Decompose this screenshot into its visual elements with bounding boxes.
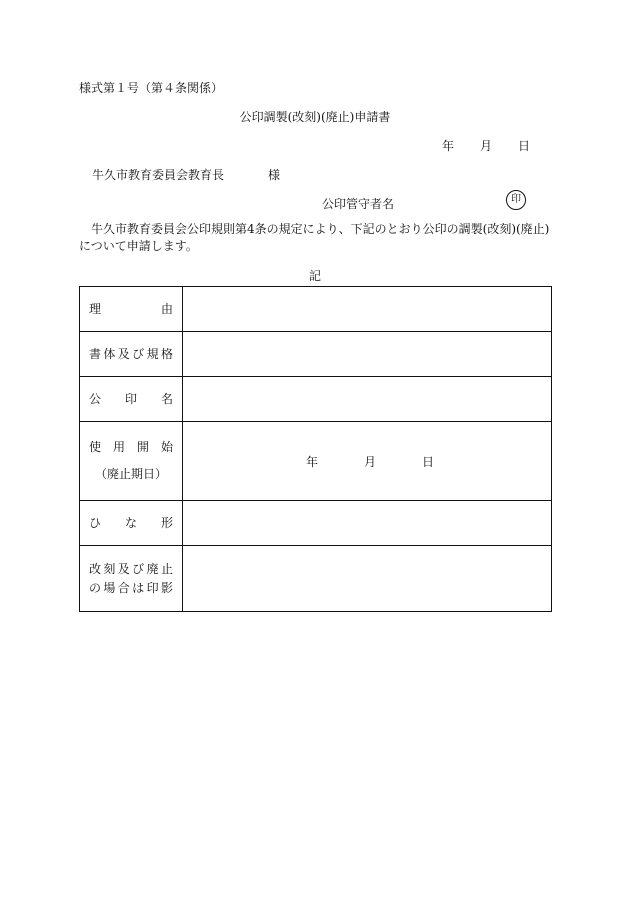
typeface-label: 書 体 及 び 規 格 [89,346,173,361]
start-date-label-cell [80,422,183,501]
ki-heading: 記 [308,269,321,283]
start-date-value: 年 月 日 [305,454,435,469]
seal-name-field[interactable] [183,377,552,422]
table-row-start-date [80,422,552,501]
table-row-impression [80,546,552,612]
impression-label-cell [80,546,183,612]
statement-line-2: について申請します。 [79,239,198,253]
table-row-reason [80,287,552,332]
typeface-label-cell [80,332,183,377]
seal-name-label: 公 印 名 [89,391,173,406]
reason-label: 理 由 [89,301,173,316]
specimen-field[interactable] [183,501,552,546]
application-table [79,286,552,612]
impression-field[interactable] [183,546,552,612]
application-date [442,137,530,154]
reason-label-cell [80,287,183,332]
table-row-specimen [80,501,552,546]
seal-name-label-cell [80,377,183,422]
date-month-label: 月 [480,139,493,153]
start-date-field[interactable] [183,422,552,501]
impression-label-line-2: の 場 合 は 印 影 [89,580,173,595]
statement-line-1: 牛久市教育委員会公印規則第4条の規定により、下記のとおり公印の調製(改刻)(廃止) [91,222,550,236]
impression-label-line-1: 改 刻 及 び 廃 止 [89,561,173,576]
table-row-typeface [80,332,552,377]
table-row-seal-name [80,377,552,422]
addressee: 牛久市教育委員会教育長 [92,168,225,182]
specimen-label-cell [80,501,183,546]
request-statement [79,221,555,255]
form-number: 様式第１号（第４条関係） [79,81,224,95]
abolition-date-label: （廃止期日） [94,467,167,481]
typeface-field[interactable] [183,332,552,377]
document-title: 公印調製(改刻)(廃止)申請書 [239,110,391,124]
date-day-label: 日 [518,139,531,153]
date-year-label: 年 [442,139,455,153]
seal-mark-icon: 印 [506,190,526,210]
reason-field[interactable] [183,287,552,332]
honorific: 様 [268,168,281,182]
start-date-label: 使 用 開 始 [89,440,173,454]
specimen-label: ひ な 形 [89,515,173,530]
administrator-name-label: 公印管守者名 [322,197,395,211]
